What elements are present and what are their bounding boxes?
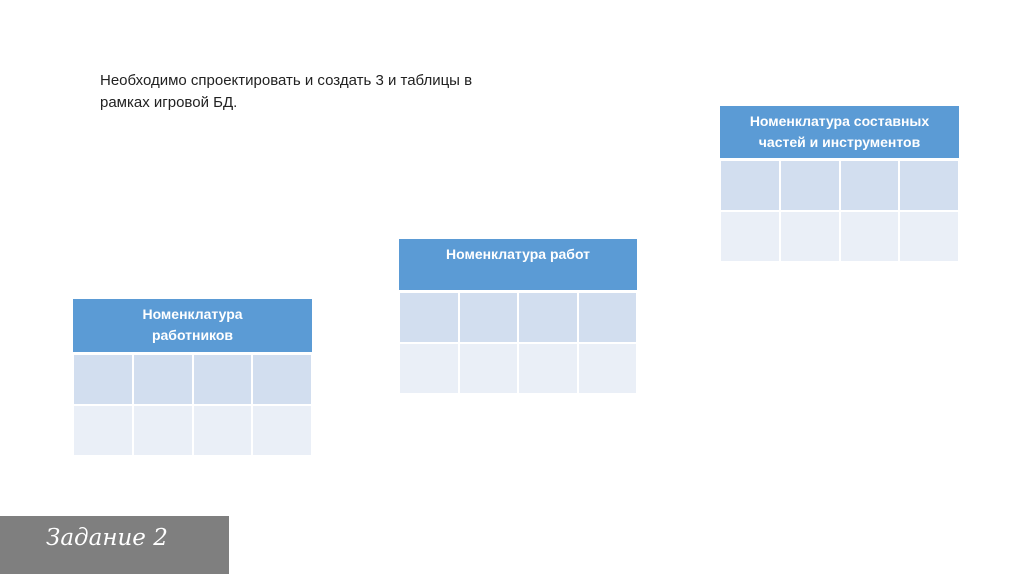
table-parts-tools-nomenclature [720,106,959,262]
table-row [720,160,959,211]
table-workers-title-line-2: работников [151,327,234,343]
table-cell [840,211,900,262]
table-cell [73,354,133,405]
table-parts-title-line-1: Номенклатура составных [749,113,930,129]
table-cell [899,160,959,211]
table-cell [193,354,253,405]
table-cell [720,211,780,262]
table-works-header [399,239,637,292]
table-row [399,292,637,343]
table-cell [399,343,459,394]
table-workers-nomenclature [73,299,312,456]
table-cell [252,354,312,405]
table-row [73,405,312,456]
table-cell [780,211,840,262]
table-cell [780,160,840,211]
table-cell [459,343,519,394]
table-workers-header [73,299,312,354]
table-cell [73,405,133,456]
table-cell [899,211,959,262]
table-cell [840,160,900,211]
table-parts-header [720,106,959,160]
table-cell [518,292,578,343]
table-row [73,354,312,405]
table-cell [399,292,459,343]
table-cell [133,405,193,456]
table-cell [133,354,193,405]
table-cell [518,343,578,394]
task-label-box [0,516,229,574]
table-cell [578,292,638,343]
table-works-title-line-1: Номенклатура работ [445,246,590,262]
table-cell [193,405,253,456]
table-workers-title-line-1: Номенклатура [142,306,243,322]
table-row [720,211,959,262]
task-description-line-1: Необходимо спроектировать и создать 3 и таблицы в [100,72,473,89]
task-description-line-2: рамках игровой БД. [100,94,238,111]
table-cell [252,405,312,456]
task-label: Задание 2 [46,525,168,551]
table-row [399,343,637,394]
table-works-nomenclature [399,239,637,394]
table-cell [578,343,638,394]
task-description [100,70,570,114]
table-parts-title-line-2: частей и инструментов [758,134,921,150]
table-cell [459,292,519,343]
table-cell [720,160,780,211]
